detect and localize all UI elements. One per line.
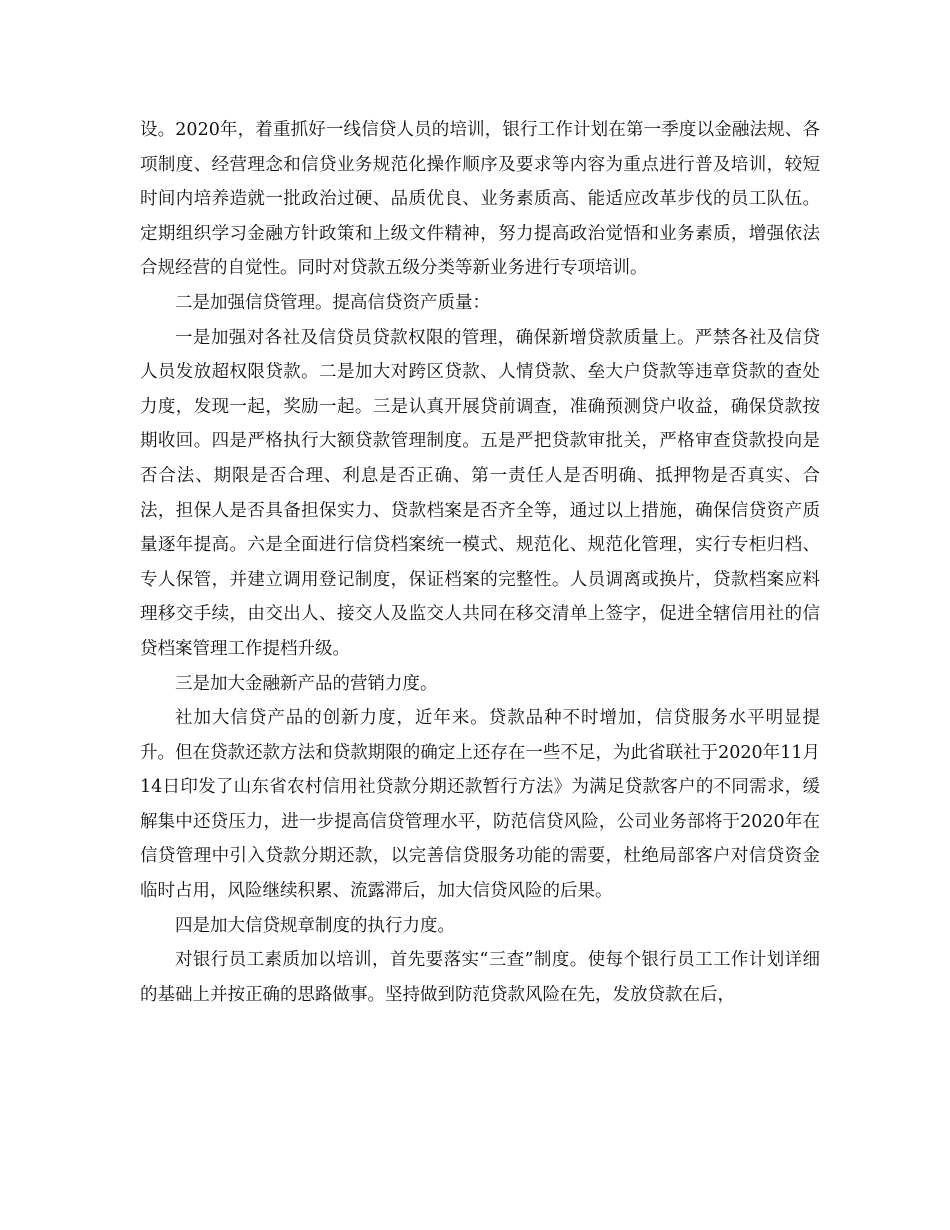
heading-rules-enforcement: 四是加大信贷规章制度的执行力度。	[175, 915, 455, 936]
paragraph-credit-measures: 一是加强对各社及信贷员贷款权限的管理，确保新增贷款质量上。严禁各社及信贷人员发放超权限贷款。二是加大对跨区贷款、人情贷款、垒大户贷款等违章贷款的查处力度，发现一起，奖励一起。三是认真开展贷前调查，准确预测贷户收益，确保贷款按期收回。四是严格执行大额贷款管理制度。五是严把贷款审批关，严格审查贷款投向是否合法、期限是否合理、利息是否正确、第一责任人是否明确、抵押物是否真实、合法，担保人是否具备担保实力、贷款档案是否齐全等，通过以上措施，确保信贷资产质量逐年提高。六是全面进行信贷档案统一模式、规范化、规范化管理，实行专柜归档、专人保管，并建立调用登记制度，保证档案的完整性。人员调离或换片，贷款档案应料理移交手续，由交出人、接交人及监交人共同在移交清单上签字，促进全辖信用社的信贷档案管理工作提档升级。	[140, 327, 820, 659]
heading-credit-management: 二是加强信贷管理。提高信贷资产质量：	[175, 292, 490, 313]
heading-new-products: 三是加大金融新产品的营销力度。	[175, 673, 438, 694]
paragraph-product-innovation: 社加大信贷产品的创新力度，近年来。贷款品种不时增加，信贷服务水平明显提升。但在贷款还款方法和贷款期限的确定上还存在一些不足，为此省联社于2020年11月14日印发了山东省农村信用社贷款分期还款暂行方法》为满足贷款客户的不同需求，缓解集中还贷压力，进一步提高信贷管理水平，防范信贷风险，公司业务部将于2020年在信贷管理中引入贷款分期还款，以完善信贷服务功能的需要，杜绝局部客户对信贷资金临时占用，风险继续积累、流露滞后，加大信贷风险的后果。	[140, 708, 820, 902]
paragraph-training-continued: 设。2020年，着重抓好一线信贷人员的培训，银行工作计划在第一季度以金融法规、各项制度、经营理念和信贷业务规范化操作顺序及要求等内容为重点进行普及培训，较短时间内培养造就一批政治过硬、品质优良、业务素质高、能适应改革步伐的员工队伍。定期组织学习金融方针政策和上级文件精神，努力提高政治觉悟和业务素质，增强依法合规经营的自觉性。同时对贷款五级分类等新业务进行专项培训。	[140, 120, 820, 279]
paragraph-staff-training: 对银行员工素质加以培训，首先要落实“三查”制度。使每个银行员工工作计划详细的基础上并按正确的思路做事。坚持做到防范贷款风险在先，发放贷款在后，	[140, 950, 820, 1005]
document-body	[140, 113, 820, 1012]
